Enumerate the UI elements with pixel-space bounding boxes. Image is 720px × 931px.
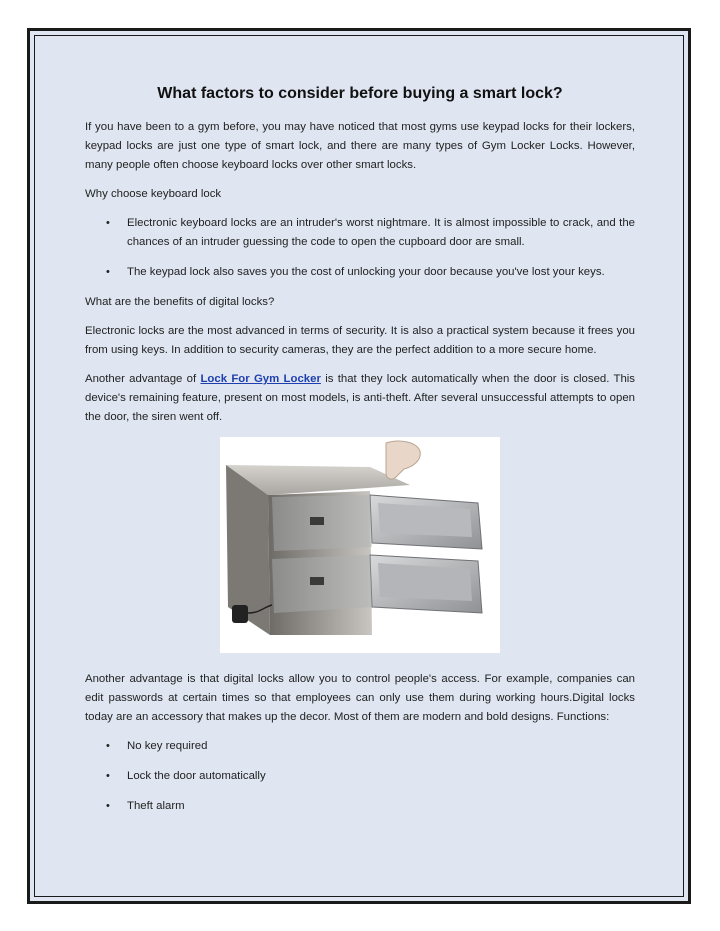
why-bullet-item: • The keypad lock also saves you the cost of unlocking your door because you've lost your keys.: [127, 263, 635, 282]
advantage-paragraph: [85, 370, 635, 427]
lower-drawer-inner: [378, 563, 472, 601]
upper-lock-unit: [310, 517, 324, 525]
lower-lock-unit: [310, 577, 324, 585]
benefits-paragraph: Electronic locks are the most advanced in terms of security. It is also a practical system because it frees you from using keys. In addition to security cameras, they are the perfect addition to a more secure home.: [85, 325, 635, 356]
document-title: What factors to consider before buying a smart lock?: [157, 85, 563, 102]
intro-paragraph: If you have been to a gym before, you may have noticed that most gyms use keypad locks for their lockers, keypad locks are just one type of smart lock, and there are many types of Gym Locker Locks. However, many people often choose keyboard locks over other smart locks.: [85, 121, 635, 171]
lock-for-gym-locker-link[interactable]: Lock For Gym Locker: [200, 373, 321, 385]
document-body: [85, 82, 635, 827]
why-bullet-list: [85, 214, 635, 282]
function-item: • Lock the door automatically: [127, 767, 635, 786]
function-item: • No key required: [127, 737, 635, 756]
benefits-heading: What are the benefits of digital locks?: [85, 296, 275, 308]
advantage-text-before: Another advantage of: [85, 373, 201, 385]
battery-box: [232, 605, 248, 623]
why-heading: Why choose keyboard lock: [85, 188, 222, 200]
access-paragraph: Another advantage is that digital locks allow you to control people's access. For example, companies can edit passwords at certain times so that employees can only use them during working hours.Digital locks today are an accessory that makes up the decor. Most of them are modern and bold designs. Functions:: [85, 673, 635, 723]
functions-list: [85, 737, 635, 816]
drawer-illustration: [220, 437, 500, 653]
hand: [386, 441, 420, 479]
why-bullet-item: • Electronic keyboard locks are an intruder's worst nightmare. It is almost impossible to crack, and the chances of an intruder guessing the code to open the cupboard door are small.: [127, 214, 635, 252]
function-item: • Theft alarm: [127, 797, 635, 816]
advantage-text-after: is that they lock automatically when the door is closed. This device's remaining feature, present on most models, is anti-theft. After several unsuccessful attempts to open the door, the siren went off.: [85, 373, 636, 423]
drawer-lock-image: [220, 437, 500, 653]
